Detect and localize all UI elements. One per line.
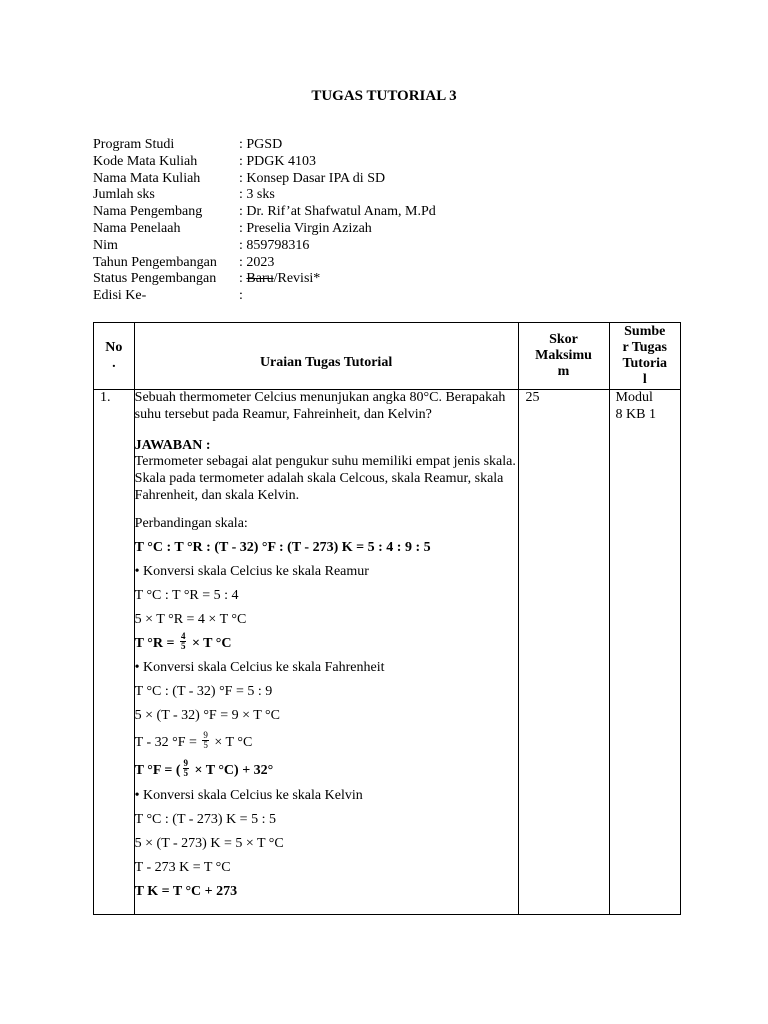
fraction-denominator: 5 [180,641,186,652]
row-skor: 25 [518,390,609,915]
reamur-heading: • Konversi skala Celcius ke skala Reamur [134,563,369,579]
fraction-denominator: 5 [183,768,189,779]
header-no: No . [94,323,135,390]
reamur-step-3 [135,632,518,656]
table-header-row [94,323,681,390]
info-value: : Dr. Rif’at Shafwatul Anam, M.Pd [239,204,436,220]
cell-bottom-padding [135,904,518,914]
info-row-penelaah [93,221,436,238]
info-row-edisi [93,288,436,305]
row-no: 1. [94,390,135,915]
info-value: : 2023 [239,254,275,270]
kelvin-step-2: 5 × (T - 273) K = 5 × T °C [134,835,284,851]
info-row-nama-mk [93,171,436,188]
question-text: Sebuah thermometer Celcius menunjukan angka 80°C. Berapakah suhu tersebut pada Reamur, Fahreinheit, dan Kelvin? [134,390,506,422]
kelvin-step-1: T °C : (T - 273) K = 5 : 5 [134,811,276,827]
fraction-numerator: 9 [203,730,208,741]
eq-text: × T °C [210,734,253,750]
info-value: : [239,288,243,304]
info-label: Status Pengembangan [93,271,217,287]
course-info [93,137,436,305]
kelvin-step-3: T - 273 K = T °C [134,859,231,875]
header-skor: Skor Maksimu m [518,323,609,390]
info-row-pengembang [93,204,436,221]
fahrenheit-step-2: 5 × (T - 32) °F = 9 × T °C [134,707,280,723]
status-rest: /Revisi* [273,271,321,287]
info-value: : Konsep Dasar IPA di SD [239,170,386,186]
info-value: : Preselia Virgin Azizah [239,220,372,236]
info-row-tahun [93,255,436,272]
answer-intro: Termometer sebagai alat pengukur suhu memiliki empat jenis skala. Skala pada termometer adalah skala Celcous, skala Reamur, skala Fahrenheit, dan skala Kelvin. [134,454,516,503]
info-label: Nama Pengembang [93,204,203,220]
eq-text: × T °C) + 32° [191,762,274,778]
reamur-step-1: T °C : T °R = 5 : 4 [134,587,239,603]
info-row-nim [93,238,436,255]
table-row [94,390,681,915]
info-label: Tahun Pengembangan [93,254,217,270]
fahrenheit-step-3 [135,728,518,756]
answer-label: JAWABAN : [134,437,211,453]
row-sumber: Modul 8 KB 1 [609,390,680,915]
reamur-step-2: 5 × T °R = 4 × T °C [134,611,247,627]
info-label: Nama Mata Kuliah [93,170,201,186]
info-label: Nim [93,237,118,253]
kelvin-heading: • Konversi skala Celcius ke skala Kelvin [134,787,363,803]
fahrenheit-heading: • Konversi skala Celcius ke skala Fahrenheit [134,659,385,675]
eq-text: T - 32 °F = [134,734,201,750]
info-label: Kode Mata Kuliah [93,153,198,169]
fraction-denominator: 5 [203,740,208,751]
fahrenheit-step-4 [135,756,518,784]
info-row-program [93,137,436,154]
info-label: Program Studi [93,137,175,152]
info-label: Edisi Ke- [93,288,147,304]
info-row-kode [93,154,436,171]
fraction [202,731,209,750]
info-value: : 859798316 [239,237,310,253]
info-label: Jumlah sks [93,187,155,203]
fraction-numerator: 4 [180,631,186,642]
status-struck: Baru [246,271,274,287]
header-uraian: Uraian Tugas Tutorial [134,323,518,390]
info-row-status [93,271,436,288]
perbandingan-label: Perbandingan skala: [134,515,248,531]
info-value [239,271,320,288]
ratio-equation: T °C : T °R : (T - 32) °F : (T - 273) K = 5 : 4 : 9 : 5 [134,539,431,555]
fahrenheit-step-1: T °C : (T - 32) °F = 5 : 9 [134,683,273,699]
eq-text: T °R = [134,635,178,651]
fraction [180,632,187,651]
header-sumber: Sumbe r Tugas Tutoria l [609,323,680,390]
info-label: Nama Penelaah [93,220,181,236]
page-title: TUGAS TUTORIAL 3 [311,88,457,104]
info-value: : PGSD [239,137,283,152]
fraction-numerator: 9 [183,758,189,769]
info-value: : PDGK 4103 [239,153,317,169]
eq-text: × T °C [188,635,232,651]
fraction [183,759,190,778]
task-table [93,322,681,915]
status-prefix: : [239,271,247,287]
row-uraian [134,390,518,915]
info-value: : 3 sks [239,187,275,203]
info-row-sks [93,187,436,204]
kelvin-step-4: T K = T °C + 273 [134,883,238,899]
eq-text: T °F = ( [134,762,181,778]
